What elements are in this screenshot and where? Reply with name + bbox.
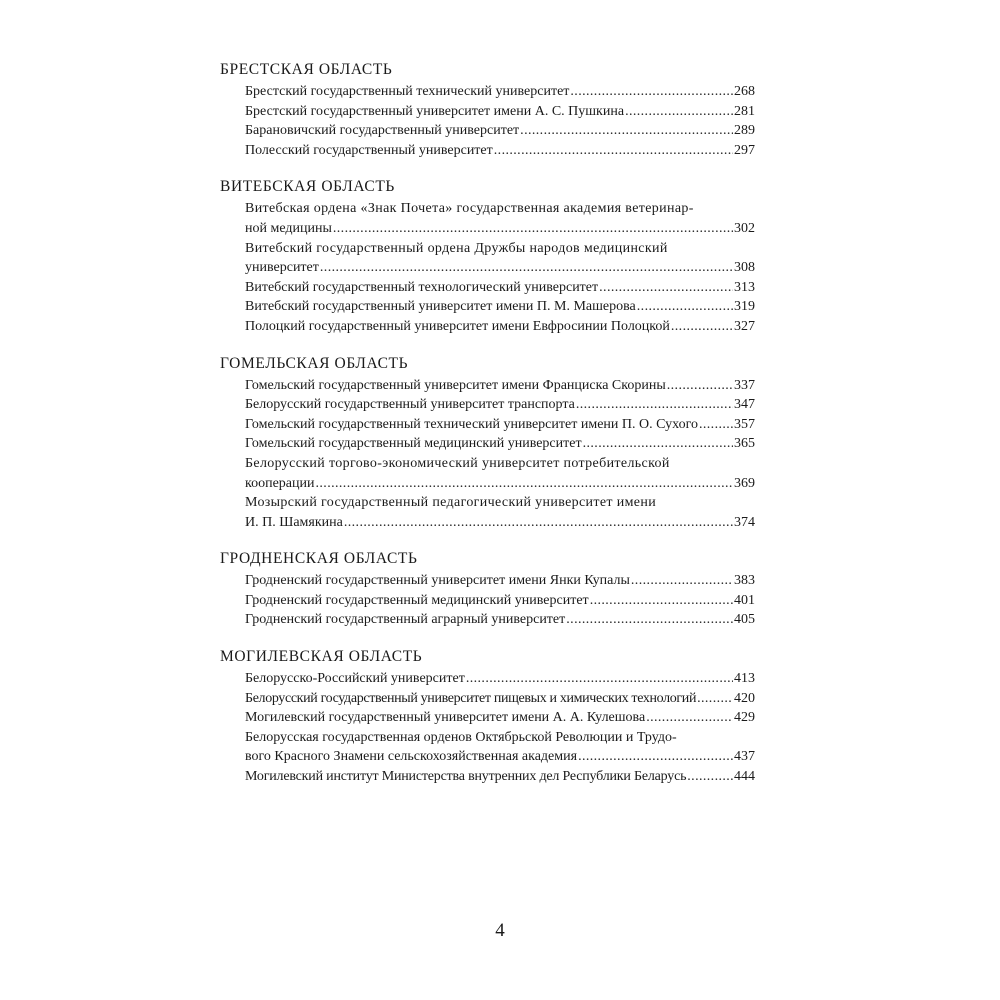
entry-page: 437 [734,749,755,765]
dot-leader [671,317,733,337]
entry-title: Могилевский институт Министерства внутренних дел Республики Беларусь [245,769,687,785]
toc-section [220,60,780,160]
toc-entry[interactable] [245,434,755,454]
dot-leader [520,121,733,141]
dot-leader [631,571,733,591]
entry-title: Полесский государственный университет [245,142,493,158]
entry-title-line1: Витебская ордена «Знак Почета» государственная академия ветеринар- [245,201,694,217]
toc-entry[interactable] [245,708,755,728]
entry-page: 347 [734,397,755,413]
dot-leader [697,689,733,709]
entry-title: Белорусско-Российский университет [245,671,465,687]
toc-entry[interactable] [245,141,755,161]
dot-leader [576,395,733,415]
entry-title: Белорусский государственный университет транспорта [245,397,575,413]
toc-entry[interactable] [245,376,755,396]
toc-entry[interactable] [245,239,755,278]
dot-leader [578,747,733,767]
entry-title: И. П. Шамякина [245,514,343,530]
entry-page: 369 [734,475,755,491]
entry-page: 365 [734,436,755,452]
entry-title: Витебский государственный технологический университет [245,279,599,295]
entry-title: Витебский государственный университет имени П. М. Машерова [245,299,636,315]
entry-title-line1: Белорусский торгово-экономический университет потребительской [245,455,670,471]
dot-leader [320,258,733,278]
entry-page: 337 [734,377,755,393]
toc-section [220,177,780,336]
entry-title-line1: Витебский государственный ордена Дружбы народов медицинский [245,240,668,256]
entry-title: Гродненский государственный медицинский университет [245,592,589,608]
section-title: ГРОДНЕНСКАЯ ОБЛАСТЬ [220,550,418,568]
dot-leader [667,376,733,396]
entry-page: 429 [734,710,755,726]
dot-leader [699,415,733,435]
entry-page: 374 [734,514,755,530]
dot-leader [316,474,734,494]
dot-leader [494,141,733,161]
toc-entry[interactable] [245,767,755,787]
toc-entry[interactable] [245,317,755,337]
toc-entry[interactable] [245,728,755,767]
toc-entry[interactable] [245,571,755,591]
section-title: ВИТЕБСКАЯ ОБЛАСТЬ [220,178,395,196]
dot-leader [583,434,733,454]
page-number: 4 [495,920,505,941]
entry-title: Гомельский государственный медицинский университет [245,436,582,452]
section-title: БРЕСТСКАЯ ОБЛАСТЬ [220,61,393,78]
entry-title: Брестский государственный технический университет [245,84,570,99]
section-title: ГОМЕЛЬСКАЯ ОБЛАСТЬ [220,354,409,372]
entry-title: Могилевский государственный университет имени А. А. Кулешова [245,710,646,726]
entry-page: 313 [734,279,755,295]
entry-page: 413 [734,671,755,687]
toc-section [220,549,780,630]
entry-page: 302 [734,220,755,236]
dot-leader [344,513,733,533]
entry-page: 281 [734,103,755,119]
toc-section [220,354,780,533]
toc-entry[interactable] [245,278,755,298]
entry-title: Белорусский государственный университет пищевых и химических технологий [245,690,697,706]
toc-entry[interactable] [245,82,755,102]
toc-entry[interactable] [245,610,755,630]
toc-section [220,647,780,787]
entry-page: 383 [734,573,755,589]
entry-page: 297 [734,142,755,158]
entry-page: 268 [734,84,755,99]
entry-page: 405 [734,612,755,628]
entry-page: 327 [734,318,755,334]
toc-entry[interactable] [245,415,755,435]
entry-title: Полоцкий государственный университет имени Евфросинии Полоцкой [245,318,670,334]
dot-leader [570,82,733,102]
toc-entry[interactable] [245,121,755,141]
entry-title: Барановичский государственный университет [245,123,520,139]
dot-leader [333,219,733,239]
entry-title: Гомельский государственный технический университет имени П. О. Сухого [245,416,698,432]
entry-title: кооперации [245,475,315,491]
dot-leader [566,610,733,630]
entry-title: Гомельский государственный университет имени Франциска Скорины [245,377,666,393]
entry-title: Брестский государственный университет имени А. С. Пушкина [245,103,625,119]
dot-leader [590,591,733,611]
dot-leader [687,767,733,787]
dot-leader [637,297,733,317]
dot-leader [466,669,733,689]
dot-leader [599,278,733,298]
entry-title-line1: Мозырский государственный педагогический университет имени [245,495,657,511]
toc-entry[interactable] [245,297,755,317]
dot-leader [646,708,733,728]
entry-page: 289 [734,123,755,139]
entry-title: вого Красного Знамени сельскохозяйственная академия [245,749,578,765]
entry-title: Гродненский государственный аграрный университет [245,612,566,628]
dot-leader [625,102,733,122]
toc-entry[interactable] [245,493,755,532]
entry-page: 357 [734,416,755,432]
toc-entry[interactable] [245,102,755,122]
toc-entry[interactable] [245,454,755,493]
entry-title-line1: Белорусская государственная орденов Октябрьской Революции и Трудо- [245,729,677,745]
entry-title: ной медицины [245,220,332,236]
entry-page: 308 [734,260,755,276]
table-of-contents [220,60,780,804]
toc-entry[interactable] [245,395,755,415]
toc-entry[interactable] [245,591,755,611]
entry-page: 319 [734,299,755,315]
toc-entry[interactable] [245,689,755,709]
toc-entry[interactable] [245,199,755,238]
entry-page: 401 [734,592,755,608]
entry-page: 444 [734,769,755,785]
section-title: МОГИЛЕВСКАЯ ОБЛАСТЬ [220,648,423,666]
toc-entry[interactable] [245,669,755,689]
entry-title: университет [245,260,319,276]
entry-page: 420 [734,690,755,706]
entry-title: Гродненский государственный университет имени Янки Купалы [245,573,630,589]
